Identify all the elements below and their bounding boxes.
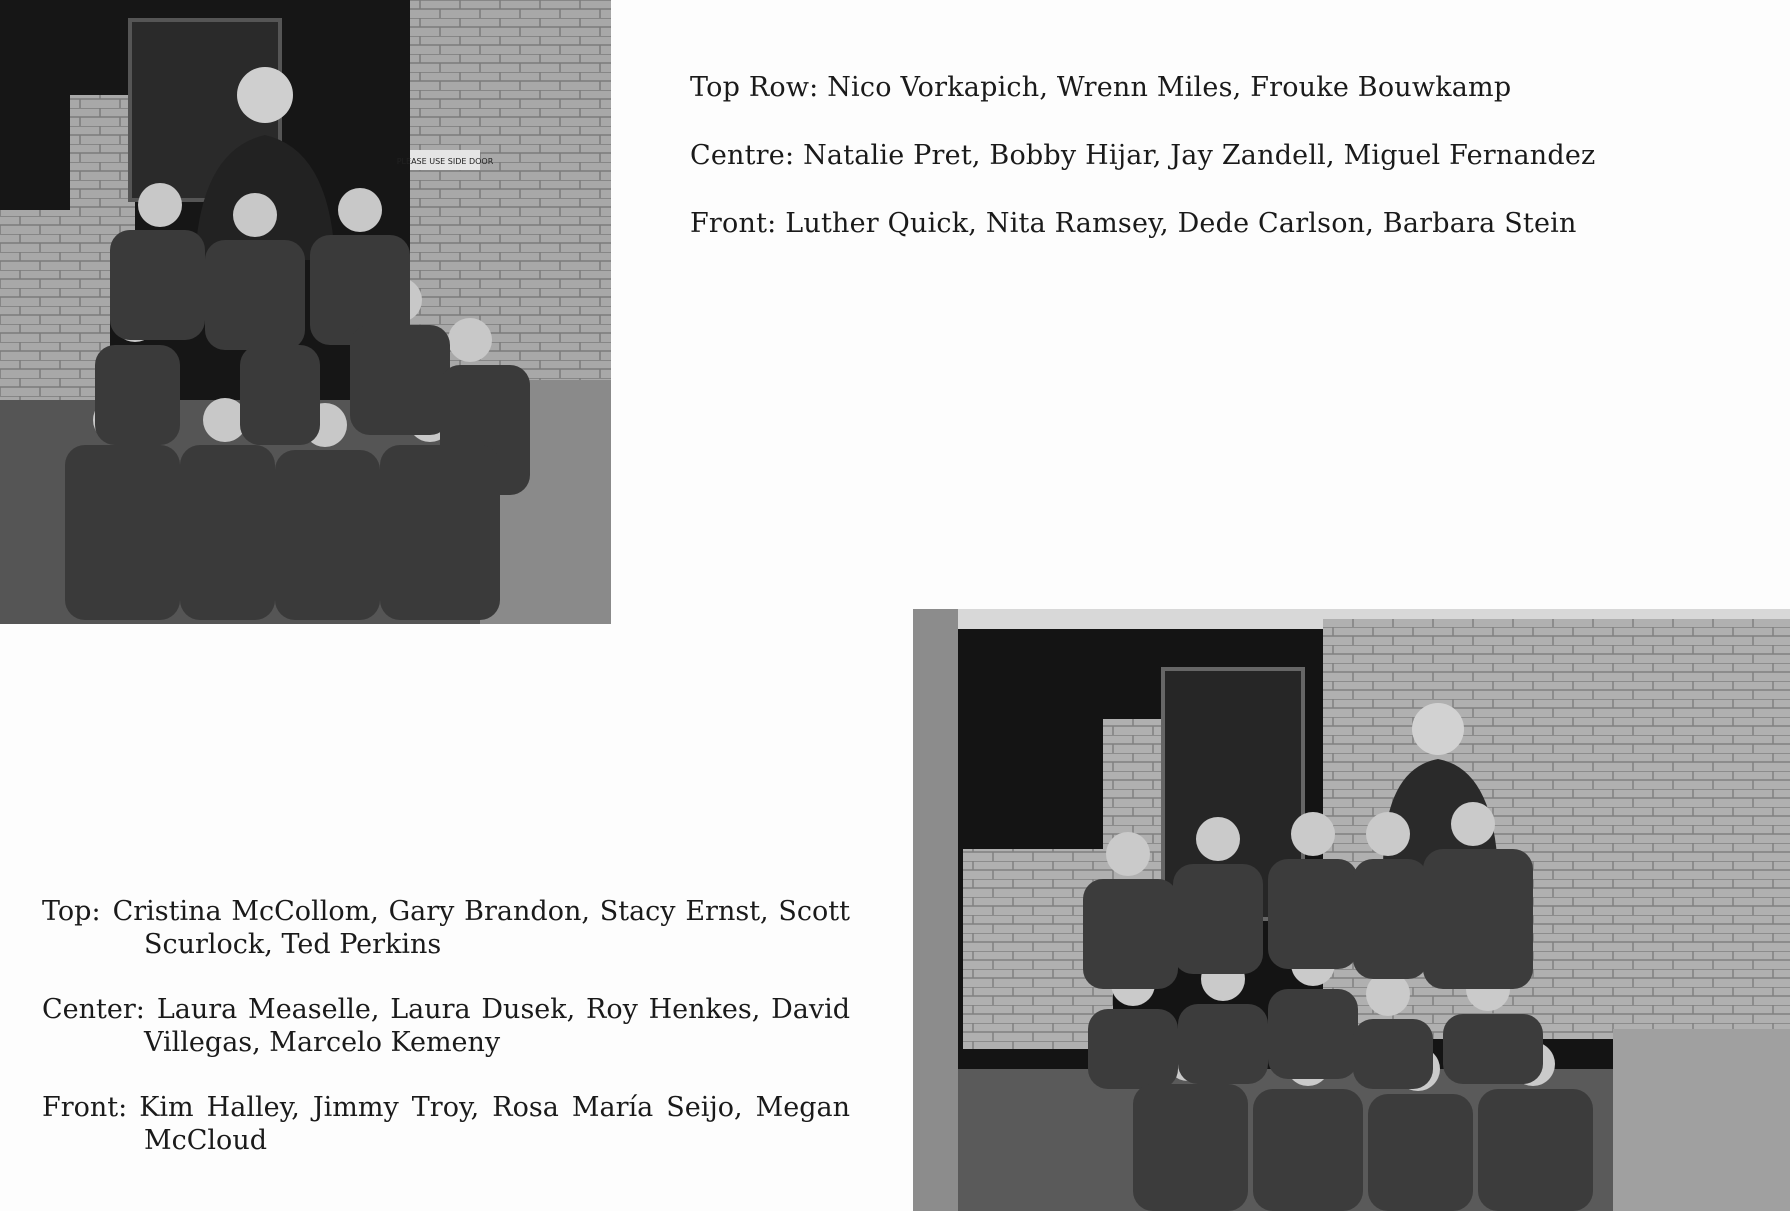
caption-names-line1: Cristina McCollom, Gary Brandon, Stacy Ernst, Scott — [112, 896, 850, 927]
caption-bottom — [42, 898, 850, 1192]
caption-names-line2: McCloud — [144, 1125, 267, 1156]
caption-label: Top Row: — [690, 72, 819, 103]
caption-label: Centre: — [690, 140, 795, 171]
caption-top-row — [690, 74, 1710, 101]
caption-label: Front: — [690, 208, 777, 239]
caption-names-line2: Villegas, Marcelo Kemeny — [144, 1027, 501, 1058]
class-photo-bottom — [913, 609, 1790, 1211]
caption-front-row — [690, 210, 1710, 237]
caption-names-line1: Kim Halley, Jimmy Troy, Rosa María Seijo, Megan — [139, 1092, 850, 1123]
caption-names-line1: Laura Measelle, Laura Dusek, Roy Henkes, David — [156, 994, 850, 1025]
class-photo-top — [0, 0, 611, 624]
caption-label: Top: — [42, 896, 101, 927]
door-sign: PLEASE USE SIDE DOOR — [396, 157, 494, 166]
caption-names: Natalie Pret, Bobby Hijar, Jay Zandell, Miguel Fernandez — [803, 140, 1596, 171]
caption-label: Front: — [42, 1092, 128, 1123]
caption-label: Center: — [42, 994, 145, 1025]
caption-front-group — [42, 1094, 850, 1154]
caption-center-group — [42, 996, 850, 1056]
caption-names: Luther Quick, Nita Ramsey, Dede Carlson, Barbara Stein — [785, 208, 1577, 239]
caption-names: Nico Vorkapich, Wrenn Miles, Frouke Bouwkamp — [827, 72, 1512, 103]
caption-top-group — [42, 898, 850, 958]
caption-names-line2: Scurlock, Ted Perkins — [144, 929, 442, 960]
caption-centre-row — [690, 142, 1710, 169]
caption-top — [690, 74, 1710, 278]
